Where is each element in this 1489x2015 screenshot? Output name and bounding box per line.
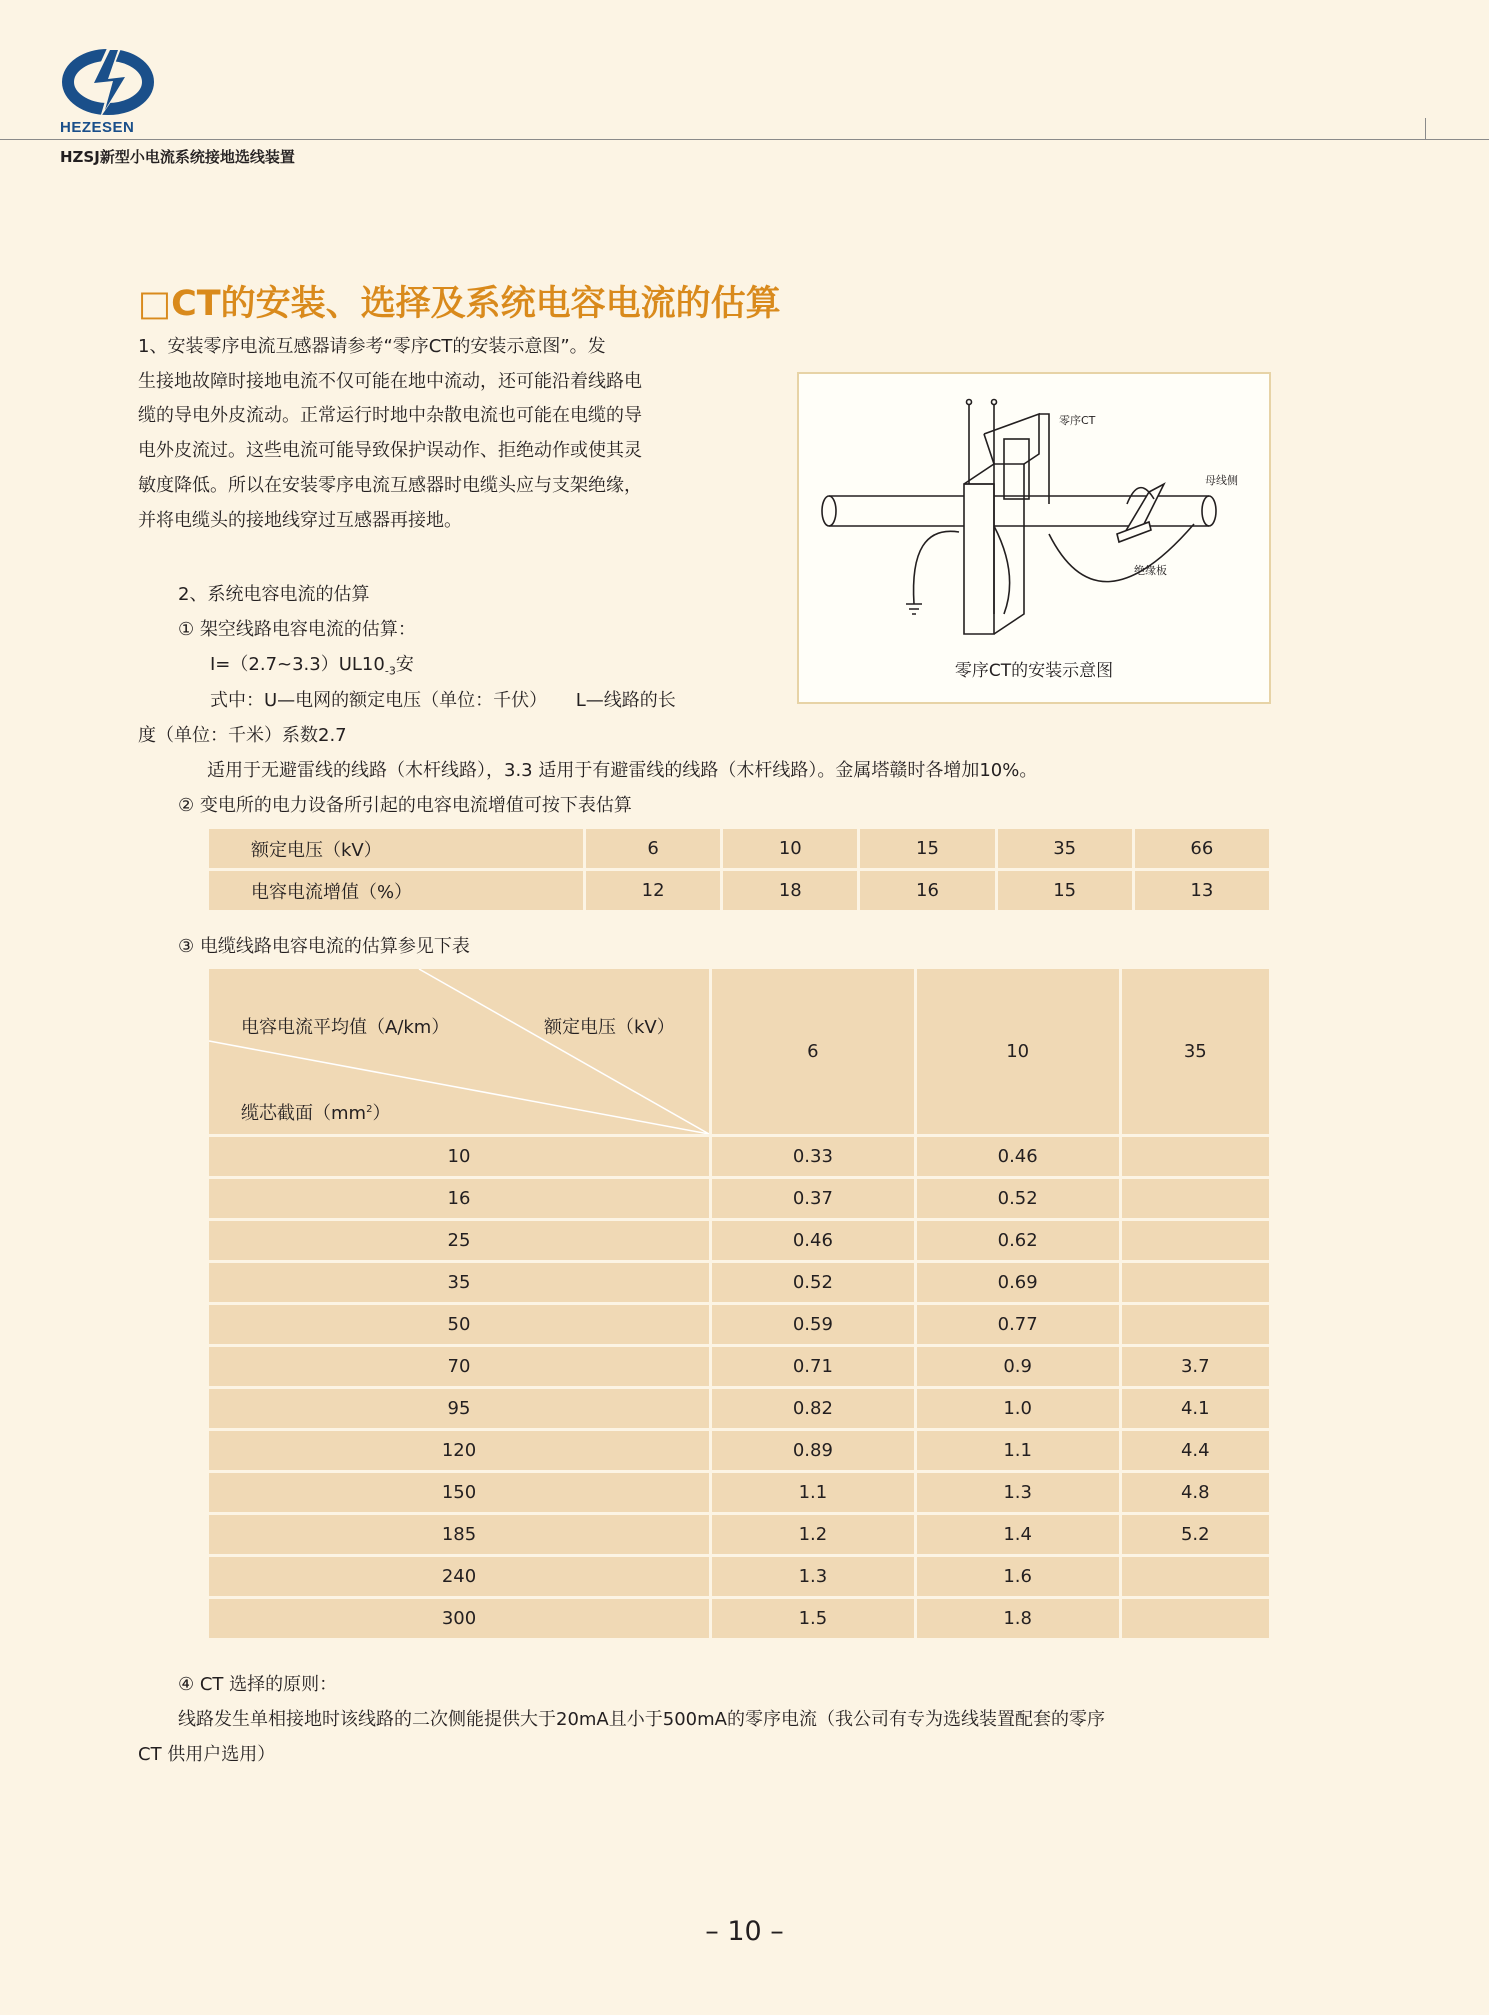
value-cell: 0.37 <box>711 1178 916 1220</box>
ct-installation-diagram <box>797 372 1271 704</box>
table-row <box>208 1262 1271 1304</box>
substation-item: ② 变电所的电力设备所引起的电容电流增值可按下表估算 <box>178 795 632 816</box>
value-cell: 5.2 <box>1120 1514 1270 1556</box>
value-cell: 0.46 <box>915 1136 1120 1178</box>
ct-selection-text: 线路发生单相接地时该线路的二次侧能提供大于20mA且小于500mA的零序电流（我公司有专为选线装置配套的零序 <box>178 1709 1105 1730</box>
value-cell: 0.77 <box>915 1304 1120 1346</box>
table-cell: 18 <box>722 870 859 912</box>
paragraph-line: 电外皮流过。这些电流可能导致保护误动作、拒绝动作或使其灵 <box>138 440 642 462</box>
table-row <box>208 1388 1271 1430</box>
table-cell: 13 <box>1133 870 1270 912</box>
value-cell: 0.52 <box>711 1262 916 1304</box>
value-cell: 1.4 <box>915 1514 1120 1556</box>
section-cell: 95 <box>208 1388 711 1430</box>
cable-capacitance-table <box>206 966 1272 1641</box>
diagonal-header-cell <box>208 968 711 1136</box>
value-cell: 0.59 <box>711 1304 916 1346</box>
table-cell: 16 <box>859 870 996 912</box>
section-cell: 150 <box>208 1472 711 1514</box>
table-cell: 10 <box>722 828 859 870</box>
value-cell <box>1120 1304 1270 1346</box>
section-title: □CT的安装、选择及系统电容电流的估算 <box>138 284 781 324</box>
value-cell: 0.89 <box>711 1430 916 1472</box>
row-label: 额定电压（kV） <box>208 828 585 870</box>
header-avg-current: 电容电流平均值（A/km） <box>241 1017 450 1038</box>
voltage-header: 35 <box>1120 968 1270 1136</box>
ct-diagram-drawing <box>799 374 1269 654</box>
cable-line-item: ③ 电缆线路电容电流的估算参见下表 <box>178 936 470 957</box>
voltage-header: 6 <box>711 968 916 1136</box>
value-cell <box>1120 1136 1270 1178</box>
value-cell: 1.5 <box>711 1598 916 1640</box>
header-core-section-sup: 2 <box>366 1104 373 1115</box>
table-row <box>208 1514 1271 1556</box>
value-cell: 1.3 <box>915 1472 1120 1514</box>
section-cell: 70 <box>208 1346 711 1388</box>
formula-unit: 安 <box>395 654 414 675</box>
overhead-line-item: ① 架空线路电容电流的估算： <box>178 619 416 640</box>
paragraph-line: 1、安装零序电流互感器请参考“零序CT的安装示意图”。发 <box>138 336 606 357</box>
hezesen-logo-icon <box>60 46 160 118</box>
table-row <box>208 1304 1271 1346</box>
value-cell <box>1120 1220 1270 1262</box>
header-core-section-text: 缆芯截面（mm <box>241 1103 367 1124</box>
estimation-heading: 2、系统电容电流的估算 <box>178 584 370 605</box>
section-cell: 10 <box>208 1136 711 1178</box>
value-cell: 1.3 <box>711 1556 916 1598</box>
value-cell: 1.6 <box>915 1556 1120 1598</box>
brand-name: HEZESEN <box>60 119 135 136</box>
row-label: 电容电流增值（%） <box>208 870 585 912</box>
ct-selection-text-cont: CT 供用户选用） <box>138 1744 276 1765</box>
section-cell: 240 <box>208 1556 711 1598</box>
formula-where-cont: 度（单位：千米）系数2.7 <box>138 725 347 746</box>
value-cell <box>1120 1178 1270 1220</box>
table-cell: 6 <box>585 828 722 870</box>
value-cell: 4.8 <box>1120 1472 1270 1514</box>
paragraph-line: 生接地故障时接地电流不仅可能在地中流动，还可能沿着线路电 <box>138 370 642 392</box>
label-bus-side: 母线侧 <box>1205 474 1238 487</box>
value-cell: 1.0 <box>915 1388 1120 1430</box>
section-cell: 25 <box>208 1220 711 1262</box>
section-cell: 120 <box>208 1430 711 1472</box>
formula-exponent: -3 <box>384 664 396 678</box>
value-cell: 0.71 <box>711 1346 916 1388</box>
value-cell: 1.1 <box>711 1472 916 1514</box>
section-cell: 16 <box>208 1178 711 1220</box>
table-row <box>208 1556 1271 1598</box>
value-cell: 0.52 <box>915 1178 1120 1220</box>
value-cell: 0.62 <box>915 1220 1120 1262</box>
formula-main: I=（2.7~3.3）UL10 <box>210 654 385 675</box>
value-cell: 3.7 <box>1120 1346 1270 1388</box>
value-cell <box>1120 1262 1270 1304</box>
value-cell: 1.1 <box>915 1430 1120 1472</box>
table-row <box>208 1220 1271 1262</box>
value-cell: 4.1 <box>1120 1388 1270 1430</box>
label-insulating-plate: 绝缘板 <box>1134 564 1167 577</box>
value-cell: 4.4 <box>1120 1430 1270 1472</box>
ct-selection-item: ④ CT 选择的原则： <box>178 1674 338 1695</box>
capacitance-increase-table <box>206 826 1272 913</box>
table-row <box>208 1430 1271 1472</box>
product-subtitle: HZSJ新型小电流系统接地选线装置 <box>60 148 295 166</box>
label-zero-sequence-ct: 零序CT <box>1059 414 1096 427</box>
table-row <box>208 1346 1271 1388</box>
table-header-row <box>208 968 1271 1136</box>
table-row <box>208 828 1271 870</box>
value-cell <box>1120 1556 1270 1598</box>
value-cell: 0.9 <box>915 1346 1120 1388</box>
table-cell: 15 <box>996 870 1133 912</box>
diagram-caption: 零序CT的安装示意图 <box>954 661 1114 681</box>
header-rule <box>0 139 1489 140</box>
formula <box>210 650 414 678</box>
paragraph-line: 缆的导电外皮流动。正常运行时地中杂散电流也可能在电缆的导 <box>138 405 642 427</box>
table-cell: 15 <box>859 828 996 870</box>
header-core-section <box>241 1099 390 1125</box>
header-rated-voltage: 额定电压（kV） <box>544 1017 675 1038</box>
table-row <box>208 1598 1271 1640</box>
paragraph-line: 敏度降低。所以在安装零序电流互感器时电缆头应与支架绝缘， <box>138 474 642 496</box>
section-cell: 50 <box>208 1304 711 1346</box>
table-row <box>208 1136 1271 1178</box>
value-cell: 1.8 <box>915 1598 1120 1640</box>
table-cell: 35 <box>996 828 1133 870</box>
table-row <box>208 1178 1271 1220</box>
value-cell: 1.2 <box>711 1514 916 1556</box>
section-cell: 185 <box>208 1514 711 1556</box>
table-row <box>208 870 1271 912</box>
section-cell: 300 <box>208 1598 711 1640</box>
table-row <box>208 1472 1271 1514</box>
coefficient-note: 适用于无避雷线的线路（木杆线路），3.3 适用于有避雷线的线路（木杆线路）。金属塔赣时各增加10%。 <box>207 760 1038 781</box>
value-cell: 0.46 <box>711 1220 916 1262</box>
voltage-header: 10 <box>915 968 1120 1136</box>
value-cell <box>1120 1598 1270 1640</box>
installation-paragraph <box>138 330 758 538</box>
header-corner-mark <box>1425 118 1426 140</box>
page-number: – 10 – <box>705 1916 784 1947</box>
header-core-section-close: ） <box>372 1103 391 1124</box>
formula-where: 式中：U—电网的额定电压（单位：千伏） L—线路的长 <box>210 690 676 711</box>
value-cell: 0.82 <box>711 1388 916 1430</box>
value-cell: 0.33 <box>711 1136 916 1178</box>
table-cell: 66 <box>1133 828 1270 870</box>
value-cell: 0.69 <box>915 1262 1120 1304</box>
paragraph-line: 并将电缆头的接地线穿过互感器再接地。 <box>138 509 462 531</box>
section-cell: 35 <box>208 1262 711 1304</box>
table-cell: 12 <box>585 870 722 912</box>
